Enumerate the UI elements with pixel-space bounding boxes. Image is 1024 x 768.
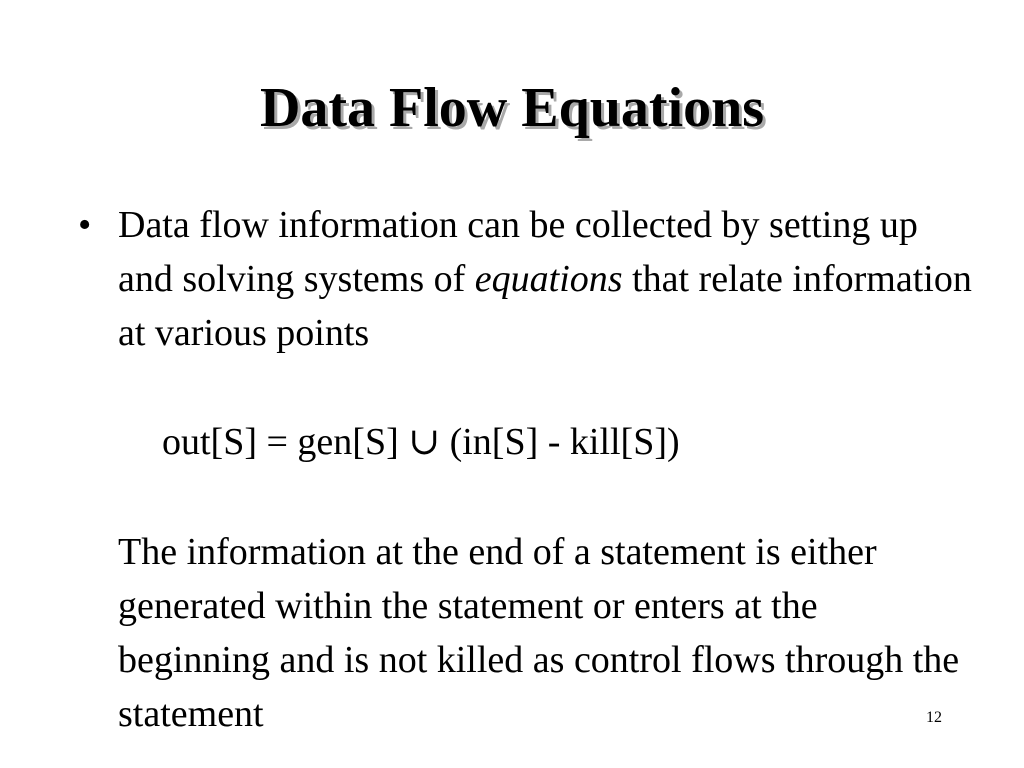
emphasized-word: equations: [474, 258, 623, 300]
paragraph-text-start: Data flow information can be collected by setting up and solving systems of: [118, 204, 918, 300]
bullet-icon: •: [78, 204, 92, 246]
bullet-paragraph: [118, 198, 978, 360]
paragraph-text-end: that relate information at various points: [118, 258, 972, 354]
slide-title: Data Flow Equations: [259, 77, 765, 139]
data-flow-equation: out[S] = gen[S] ∪ (in[S] - kill[S]): [162, 421, 680, 463]
page-number: 12: [926, 709, 942, 726]
explanation-paragraph: The information at the end of a statement is either generated within the statement or enters at the beginning and is not killed as control flows through the statement: [118, 531, 960, 735]
